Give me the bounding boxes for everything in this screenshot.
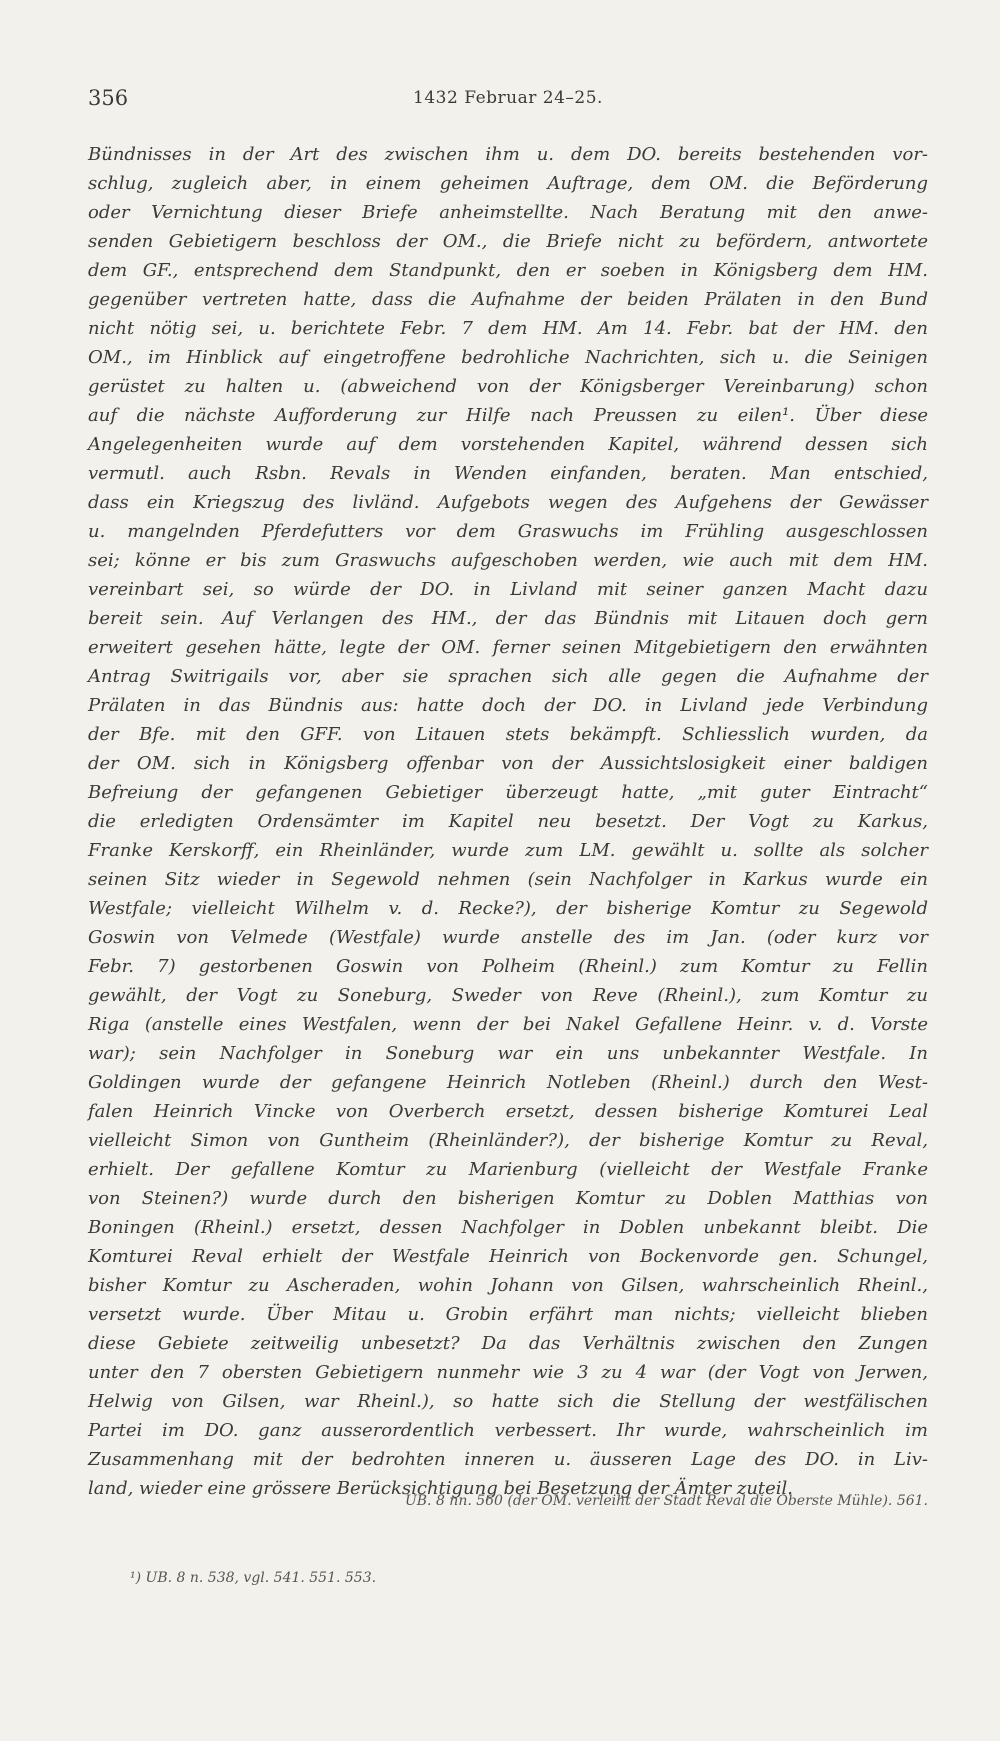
- body-line: OM., im Hinblick auf eingetroffene bedrohliche Nachrichten, sich u. die Seinigen: [88, 347, 928, 368]
- body-line: Partei im DO. ganz ausserordentlich verbessert. Ihr wurde, wahrscheinlich im: [88, 1420, 928, 1441]
- body-line: Febr. 7) gestorbenen Goswin von Polheim (Rheinl.) zum Komtur zu Fellin: [88, 956, 928, 977]
- body-line: Prälaten in das Bündnis aus: hatte doch der DO. in Livland jede Verbindung: [88, 695, 928, 716]
- body-line: Goswin von Velmede (Westfale) wurde anstelle des im Jan. (oder kurz vor: [88, 927, 928, 948]
- body-line: Zusammenhang mit der bedrohten inneren u. äusseren Lage des DO. in Liv-: [88, 1449, 928, 1470]
- body-line: gerüstet zu halten u. (abweichend von der Königsberger Vereinbarung) schon: [88, 376, 928, 397]
- body-line: u. mangelnden Pferdefutters vor dem Graswuchs im Frühling ausgeschlossen: [88, 521, 928, 542]
- body-line: der Bfe. mit den GFF. von Litauen stets bekämpft. Schliesslich wurden, da: [88, 724, 928, 745]
- body-text: [88, 140, 928, 1503]
- body-line: Antrag Switrigails vor, aber sie sprachen sich alle gegen die Aufnahme der: [88, 666, 928, 687]
- body-line: gegenüber vertreten hatte, dass die Aufnahme der beiden Prälaten in den Bund: [88, 289, 928, 310]
- body-line: Franke Kerskorff, ein Rheinländer, wurde zum LM. gewählt u. sollte als solcher: [88, 840, 928, 861]
- body-line: Goldingen wurde der gefangene Heinrich Notleben (Rheinl.) durch den West-: [88, 1072, 928, 1093]
- body-line: Bündnisses in der Art des zwischen ihm u. dem DO. bereits bestehenden vor-: [88, 144, 928, 165]
- body-line: versetzt wurde. Über Mitau u. Grobin erfährt man nichts; vielleicht blieben: [88, 1304, 928, 1325]
- body-line: vielleicht Simon von Guntheim (Rheinländer?), der bisherige Komtur zu Reval,: [88, 1130, 928, 1151]
- body-line: Komturei Reval erhielt der Westfale Heinrich von Bockenvorde gen. Schungel,: [88, 1246, 928, 1267]
- body-line: erhielt. Der gefallene Komtur zu Marienburg (vielleicht der Westfale Franke: [88, 1159, 928, 1180]
- body-line: vereinbart sei, so würde der DO. in Livland mit seiner ganzen Macht dazu: [88, 579, 928, 600]
- body-line: schlug, zugleich aber, in einem geheimen Auftrage, dem OM. die Beförderung: [88, 173, 928, 194]
- body-line: von Steinen?) wurde durch den bisherigen Komtur zu Doblen Matthias von: [88, 1188, 928, 1209]
- body-line: nicht nötig sei, u. berichtete Febr. 7 dem HM. Am 14. Febr. bat der HM. den: [88, 318, 928, 339]
- body-line: vermutl. auch Rsbn. Revals in Wenden einfanden, beraten. Man entschied,: [88, 463, 928, 484]
- body-line: Westfale; vielleicht Wilhelm v. d. Recke?), der bisherige Komtur zu Segewold: [88, 898, 928, 919]
- body-line: Riga (anstelle eines Westfalen, wenn der bei Nakel Gefallene Heinr. v. d. Vorste: [88, 1014, 928, 1035]
- body-line: dass ein Kriegszug des livländ. Aufgebots wegen des Aufgehens der Gewässer: [88, 492, 928, 513]
- running-head: 1432 Februar 24–25.: [413, 88, 603, 108]
- body-line: die erledigten Ordensämter im Kapitel neu besetzt. Der Vogt zu Karkus,: [88, 811, 928, 832]
- body-line: Boningen (Rheinl.) ersetzt, dessen Nachfolger in Doblen unbekannt bleibt. Die: [88, 1217, 928, 1238]
- page-number: 356: [88, 86, 129, 110]
- body-line: falen Heinrich Vincke von Overberch ersetzt, dessen bisherige Komturei Leal: [88, 1101, 928, 1122]
- body-line: Helwig von Gilsen, war Rheinl.), so hatte sich die Stellung der westfälischen: [88, 1391, 928, 1412]
- body-line: bereit sein. Auf Verlangen des HM., der das Bündnis mit Litauen doch gern: [88, 608, 928, 629]
- body-line: senden Gebietigern beschloss der OM., die Briefe nicht zu befördern, antwortete: [88, 231, 928, 252]
- body-line: Angelegenheiten wurde auf dem vorstehenden Kapitel, während dessen sich: [88, 434, 928, 455]
- body-line: unter den 7 obersten Gebietigern nunmehr wie 3 zu 4 war (der Vogt von Jerwen,: [88, 1362, 928, 1383]
- body-line: auf die nächste Aufforderung zur Hilfe nach Preussen zu eilen¹. Über diese: [88, 405, 928, 426]
- body-line: gewählt, der Vogt zu Soneburg, Sweder von Reve (Rheinl.), zum Komtur zu: [88, 985, 928, 1006]
- body-line: dem GF., entsprechend dem Standpunkt, den er soeben in Königsberg dem HM.: [88, 260, 928, 281]
- body-line: diese Gebiete zeitweilig unbesetzt? Da das Verhältnis zwischen den Zungen: [88, 1333, 928, 1354]
- body-line: oder Vernichtung dieser Briefe anheimstellte. Nach Beratung mit den anwe-: [88, 202, 928, 223]
- body-line: seinen Sitz wieder in Segewold nehmen (sein Nachfolger in Karkus wurde ein: [88, 869, 928, 890]
- body-line: der OM. sich in Königsberg offenbar von der Aussichtslosigkeit einer baldigen: [88, 753, 928, 774]
- body-line: land, wieder eine grössere Berücksichtigung bei Besetzung der Ämter zuteil.: [88, 1478, 794, 1499]
- source-note: UB. 8 nn. 560 (der OM. verleiht der Stadt Reval die Oberste Mühle). 561.: [404, 1493, 928, 1509]
- page-header: [88, 86, 928, 116]
- body-line: bisher Komtur zu Ascheraden, wohin Johann von Gilsen, wahrscheinlich Rheinl.,: [88, 1275, 928, 1296]
- body-line: war); sein Nachfolger in Soneburg war ein uns unbekannter Westfale. In: [88, 1043, 928, 1064]
- body-line: erweitert gesehen hätte, legte der OM. ferner seinen Mitgebietigern den erwähnten: [88, 637, 928, 658]
- body-line: sei; könne er bis zum Graswuchs aufgeschoben werden, wie auch mit dem HM.: [88, 550, 928, 571]
- footnote: ¹) UB. 8 n. 538, vgl. 541. 551. 553.: [130, 1570, 377, 1586]
- body-line: Befreiung der gefangenen Gebietiger überzeugt hatte, „mit guter Eintracht“: [88, 782, 928, 803]
